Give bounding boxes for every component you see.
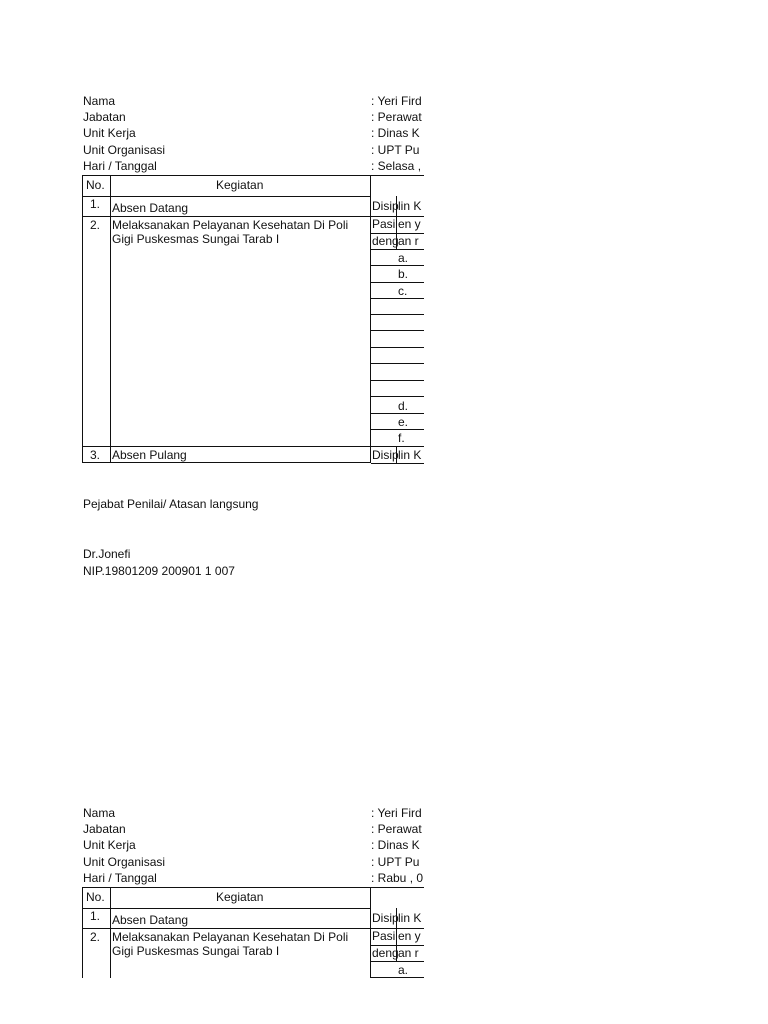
sub-row-divider: [371, 249, 424, 250]
sub-row-divider: [371, 429, 424, 430]
table-header-kegiatan: Kegiatan: [216, 178, 264, 192]
sub-row-divider: [371, 363, 424, 364]
signature-name: Dr.Jonefi: [83, 547, 131, 561]
row-3-right-text-b: lin K: [398, 448, 422, 462]
table-top-border: [82, 887, 371, 888]
row-2-kegiatan-line-1: Melaksanakan Pelayanan Kesehatan Di Poli: [112, 930, 349, 944]
sub-item-a: a.: [398, 251, 409, 265]
table-row-divider: [82, 928, 371, 929]
field-value-hari-tanggal: : Selasa ,: [371, 159, 422, 173]
field-value-nama: : Yeri Fird: [371, 94, 422, 108]
sub-row-divider: [371, 977, 424, 978]
row-3-kegiatan: Absen Pulang: [112, 448, 187, 462]
sub-item-b: b.: [398, 267, 409, 281]
table-col-divider: [110, 887, 111, 978]
row-3-no: 3.: [90, 448, 101, 462]
row-1-no: 1.: [90, 909, 101, 923]
row-2-kegiatan-line-2: Gigi Puskesmas Sungai Tarab I: [112, 232, 280, 246]
right-col-top-border: [371, 175, 424, 176]
field-value-hari-tanggal: : Rabu , 0: [371, 871, 424, 885]
row-2-right-text-d: an r: [398, 946, 419, 960]
field-label-unit-kerja: Unit Kerja: [83, 126, 136, 140]
row-1-right-text-b: lin K: [398, 911, 422, 925]
row-2-no: 2.: [90, 930, 101, 944]
sub-item-e: e.: [398, 415, 409, 429]
table-left-border: [82, 887, 83, 978]
sub-item-a: a.: [398, 963, 409, 977]
field-value-unit-kerja: : Dinas K: [371, 126, 420, 140]
row-2-kegiatan-line-2: Gigi Puskesmas Sungai Tarab I: [112, 944, 280, 958]
right-col-top-border: [371, 887, 424, 888]
field-value-jabatan: : Perawat: [371, 822, 422, 836]
row-2-right-text-b: en y: [398, 217, 421, 231]
row-1-no: 1.: [90, 197, 101, 211]
row-1-right-text-b: lin K: [398, 199, 422, 213]
signature-nip: NIP.19801209 200901 1 007: [83, 564, 235, 578]
row-2-right-text-c: deng: [372, 234, 399, 248]
table-header-divider: [82, 196, 371, 197]
row-2-right-text-a: Pasi: [372, 217, 396, 231]
table-row-divider: [82, 216, 371, 217]
sub-row-divider: [371, 347, 424, 348]
table-header-divider: [82, 908, 371, 909]
field-value-nama: : Yeri Fird: [371, 806, 422, 820]
sub-row-divider: [371, 446, 424, 447]
sub-item-c: c.: [398, 284, 408, 298]
signature-title: Pejabat Penilai/ Atasan langsung: [83, 497, 259, 511]
table-right-border: [370, 887, 371, 978]
row-1-right-text-a: Disip: [372, 199, 399, 213]
row-2-right-text-b: en y: [398, 929, 421, 943]
field-label-hari-tanggal: Hari / Tanggal: [83, 159, 157, 173]
field-value-unit-organisasi: : UPT Pu: [371, 143, 420, 157]
table-header-kegiatan: Kegiatan: [216, 890, 264, 904]
row-2-no: 2.: [90, 218, 101, 232]
sub-row-divider: [371, 282, 424, 283]
sub-row-divider: [371, 330, 424, 331]
table-col-divider: [110, 175, 111, 463]
field-value-unit-kerja: : Dinas K: [371, 838, 420, 852]
field-label-jabatan: Jabatan: [83, 822, 126, 836]
row-1-kegiatan: Absen Datang: [112, 201, 189, 215]
field-label-unit-kerja: Unit Kerja: [83, 838, 136, 852]
field-value-unit-organisasi: : UPT Pu: [371, 855, 420, 869]
field-label-hari-tanggal: Hari / Tanggal: [83, 871, 157, 885]
field-label-unit-organisasi: Unit Organisasi: [83, 855, 166, 869]
row-1-right-text-a: Disip: [372, 911, 399, 925]
field-label-unit-organisasi: Unit Organisasi: [83, 143, 166, 157]
table-header-no: No.: [86, 890, 105, 904]
sub-row-divider: [371, 314, 424, 315]
table-row-divider: [82, 446, 371, 447]
sub-item-f: f.: [398, 431, 405, 445]
field-label-nama: Nama: [83, 94, 116, 108]
row-3-right-text-a: Disip: [372, 448, 399, 462]
field-label-jabatan: Jabatan: [83, 110, 126, 124]
sub-row-divider: [371, 396, 424, 397]
sub-row-divider: [371, 298, 424, 299]
row-1-kegiatan: Absen Datang: [112, 913, 189, 927]
table-header-no: No.: [86, 178, 105, 192]
field-label-nama: Nama: [83, 806, 116, 820]
sub-item-d: d.: [398, 399, 409, 413]
field-value-jabatan: : Perawat: [371, 110, 422, 124]
row-2-right-text-d: an r: [398, 234, 419, 248]
sub-row-divider: [371, 265, 424, 266]
sub-row-divider: [371, 380, 424, 381]
row-2-kegiatan-line-1: Melaksanakan Pelayanan Kesehatan Di Poli: [112, 218, 349, 232]
row-2-right-text-a: Pasi: [372, 929, 396, 943]
right-col-bottom-border: [371, 463, 424, 464]
row-2-right-text-c: deng: [372, 946, 399, 960]
sub-row-divider: [371, 961, 424, 962]
sub-row-divider: [371, 413, 424, 414]
